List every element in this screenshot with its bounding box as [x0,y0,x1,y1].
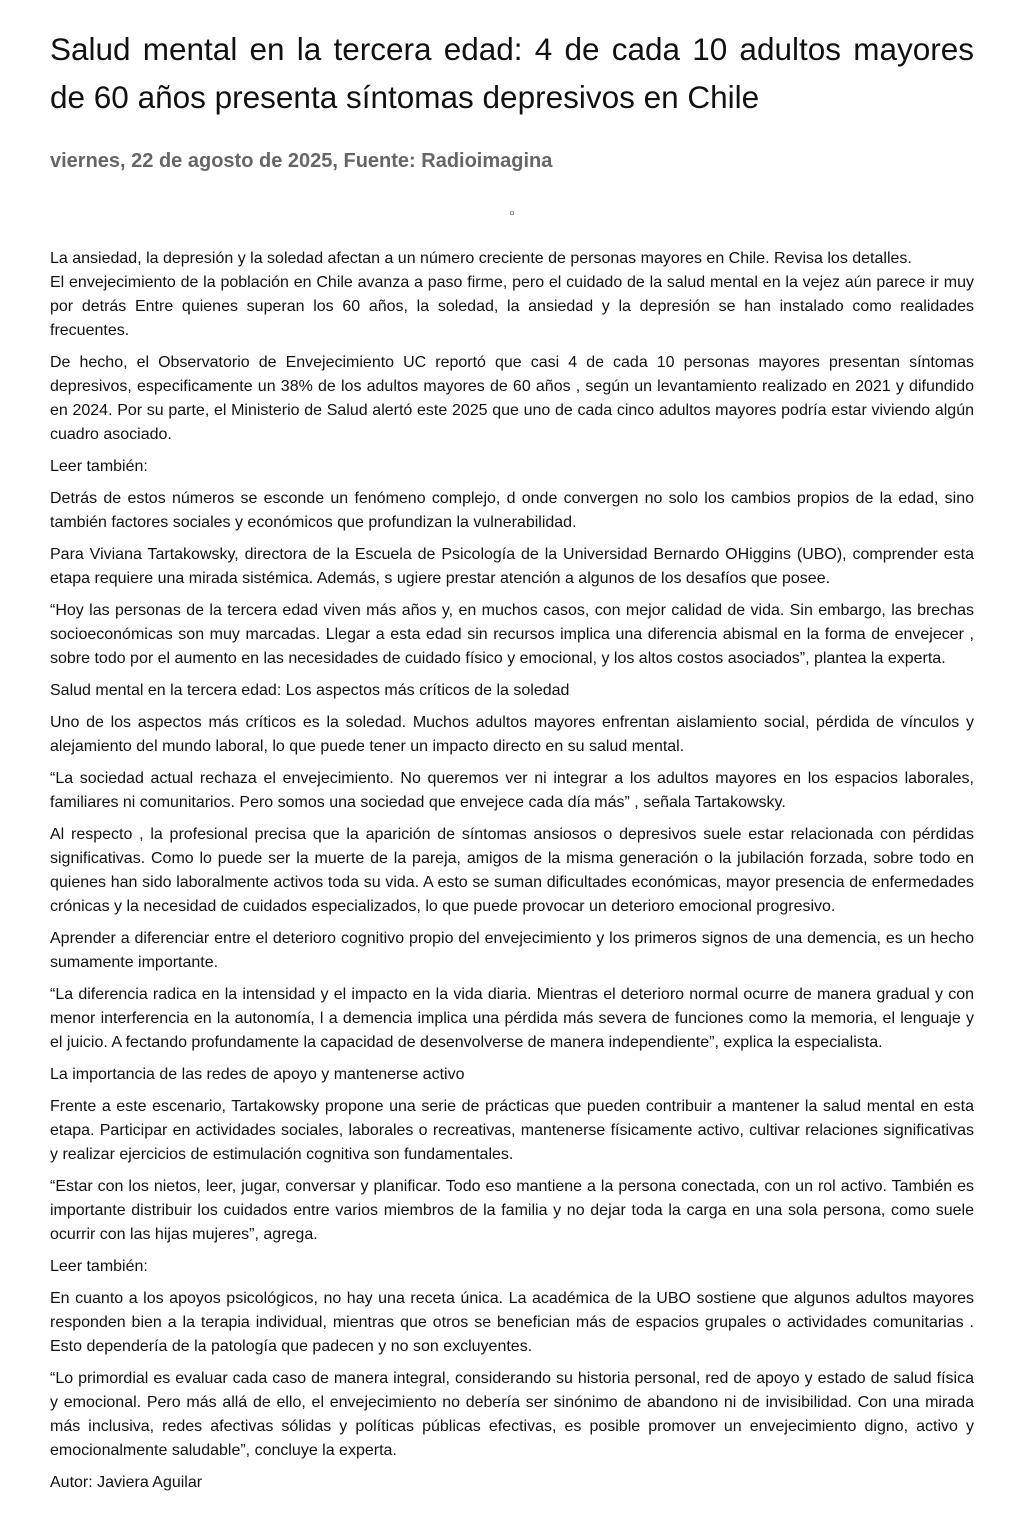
article-dateline: viernes, 22 de agosto de 2025, Fuente: Radioimagina [50,150,553,172]
article-paragraph: De hecho, el Observatorio de Envejecimiento UC reportó que casi 4 de cada 10 personas mayores presentan síntomas depresivos, especificamente un 38% de los adultos mayores de 60 años , según un levantamiento realizado en 2021 y difundido en 2024. Por su parte, el Ministerio de Salud alertó este 2025 que uno de cada cinco adultos mayores podría estar viviendo algún cuadro asociado. [50,354,974,443]
article-paragraph: Aprender a diferenciar entre el deterioro cognitivo propio del envejecimiento y los primeros signos de una demencia, es un hecho sumamente importante. [50,930,974,971]
read-also-label: Leer también: [50,458,148,475]
article-lead: La ansiedad, la depresión y la soledad afectan a un número creciente de personas mayores en Chile. Revisa los detalles. [50,250,912,267]
article-paragraph: Frente a este escenario, Tartakowsky propone una serie de prácticas que pueden contribuir a mantener la salud mental en esta etapa. Participar en actividades sociales, laborales o recreativas, mantenerse físicamente activo, cultivar relaciones significativas y realizar ejercicios de estimulación cognitiva son fundamentales. [50,1098,974,1163]
article-author: Autor: Javiera Aguilar [50,1474,203,1491]
section-subheading: Salud mental en la tercera edad: Los aspectos más críticos de la soledad [50,682,570,699]
read-also-label: Leer también: [50,1258,148,1275]
article-paragraph: Uno de los aspectos más críticos es la soledad. Muchos adultos mayores enfrentan aislamiento social, pérdida de vínculos y alejamiento del mundo laboral, lo que puede tener un impacto directo en su salud mental. [50,714,974,755]
article-paragraph: En cuanto a los apoyos psicológicos, no hay una receta única. La académica de la UBO sostiene que algunos adultos mayores responden bien a la terapia individual, mientras que otros se benefician más de espacios grupales o actividades comunitarias . Esto dependería de la patología que padecen y no son excluyentes. [50,1290,974,1355]
article-paragraph: “Hoy las personas de la tercera edad viven más años y, en muchos casos, con mejor calidad de vida. Sin embargo, las brechas socioeconómicas son muy marcadas. Llegar a esta edad sin recursos implica una diferencia abismal en la forma de envejecer , sobre todo por el aumento en las necesidades de cuidado físico y emocional, y los altos costos asociados”, plantea la experta. [50,602,974,667]
article-title: Salud mental en la tercera edad: 4 de cada 10 adultos mayores de 60 años presenta síntomas depresivos en Chile [50,31,974,115]
article-paragraph: El envejecimiento de la población en Chile avanza a paso firme, pero el cuidado de la salud mental en la vejez aún parece ir muy por detrás Entre quienes superan los 60 años, la soledad, la ansiedad y la depresión se han instalado como realidades frecuentes. [50,274,974,339]
article-paragraph: Detrás de estos números se esconde un fenómeno complejo, d onde convergen no solo los cambios propios de la edad, sino también factores sociales y económicos que profundizan la vulnerabilidad. [50,490,974,531]
broken-image-icon [510,211,514,215]
article-paragraph: “La sociedad actual rechaza el envejecimiento. No queremos ver ni integrar a los adultos mayores en los espacios laborales, familiares ni comunitarios. Pero somos una sociedad que envejece cada día más” , señala Tartakowsky. [50,770,974,811]
section-subheading: La importancia de las redes de apoyo y mantenerse activo [50,1066,465,1083]
article-paragraph: Para Viviana Tartakowsky, directora de la Escuela de Psicología de la Universidad Bernardo OHiggins (UBO), comprender esta etapa requiere una mirada sistémica. Además, s ugiere prestar atención a algunos de los desafíos que posee. [50,546,974,587]
article-paragraph: Al respecto , la profesional precisa que la aparición de síntomas ansiosos o depresivos suele estar relacionada con pérdidas significativas. Como lo puede ser la muerte de la pareja, amigos de la misma generación o la jubilación forzada, sobre todo en quienes han sido laboralmente activos toda su vida. A esto se suman dificultades económicas, mayor presencia de enfermedades crónicas y la necesidad de cuidados especializados, lo que puede provocar un deterioro emocional progresivo. [50,826,974,915]
article-paragraph: “Lo primordial es evaluar cada caso de manera integral, considerando su historia personal, red de apoyo y estado de salud física y emocional. Pero más allá de ello, el envejecimiento no debería ser sinónimo de abandono ni de invisibilidad. Con una mirada más inclusiva, redes afectivas sólidas y políticas públicas efectivas, es posible promover un envejecimiento digno, activo y emocionalmente saludable”, concluye la experta. [50,1370,974,1459]
article-paragraph: “Estar con los nietos, leer, jugar, conversar y planificar. Todo eso mantiene a la persona conectada, con un rol activo. También es importante distribuir los cuidados entre varios miembros de la familia y no dejar toda la carga en una sola persona, como suele ocurrir con las hijas mujeres”, agrega. [50,1178,974,1243]
article-paragraph: “La diferencia radica en la intensidad y el impacto en la vida diaria. Mientras el deterioro normal ocurre de manera gradual y con menor interferencia en la autonomía, l a demencia implica una pérdida más severa de funciones como la memoria, el lenguaje y el juicio. A fectando profundamente la capacidad de desenvolverse de manera independiente”, explica la especialista. [50,986,974,1051]
article-header [50,25,974,174]
article-body [50,247,974,1503]
